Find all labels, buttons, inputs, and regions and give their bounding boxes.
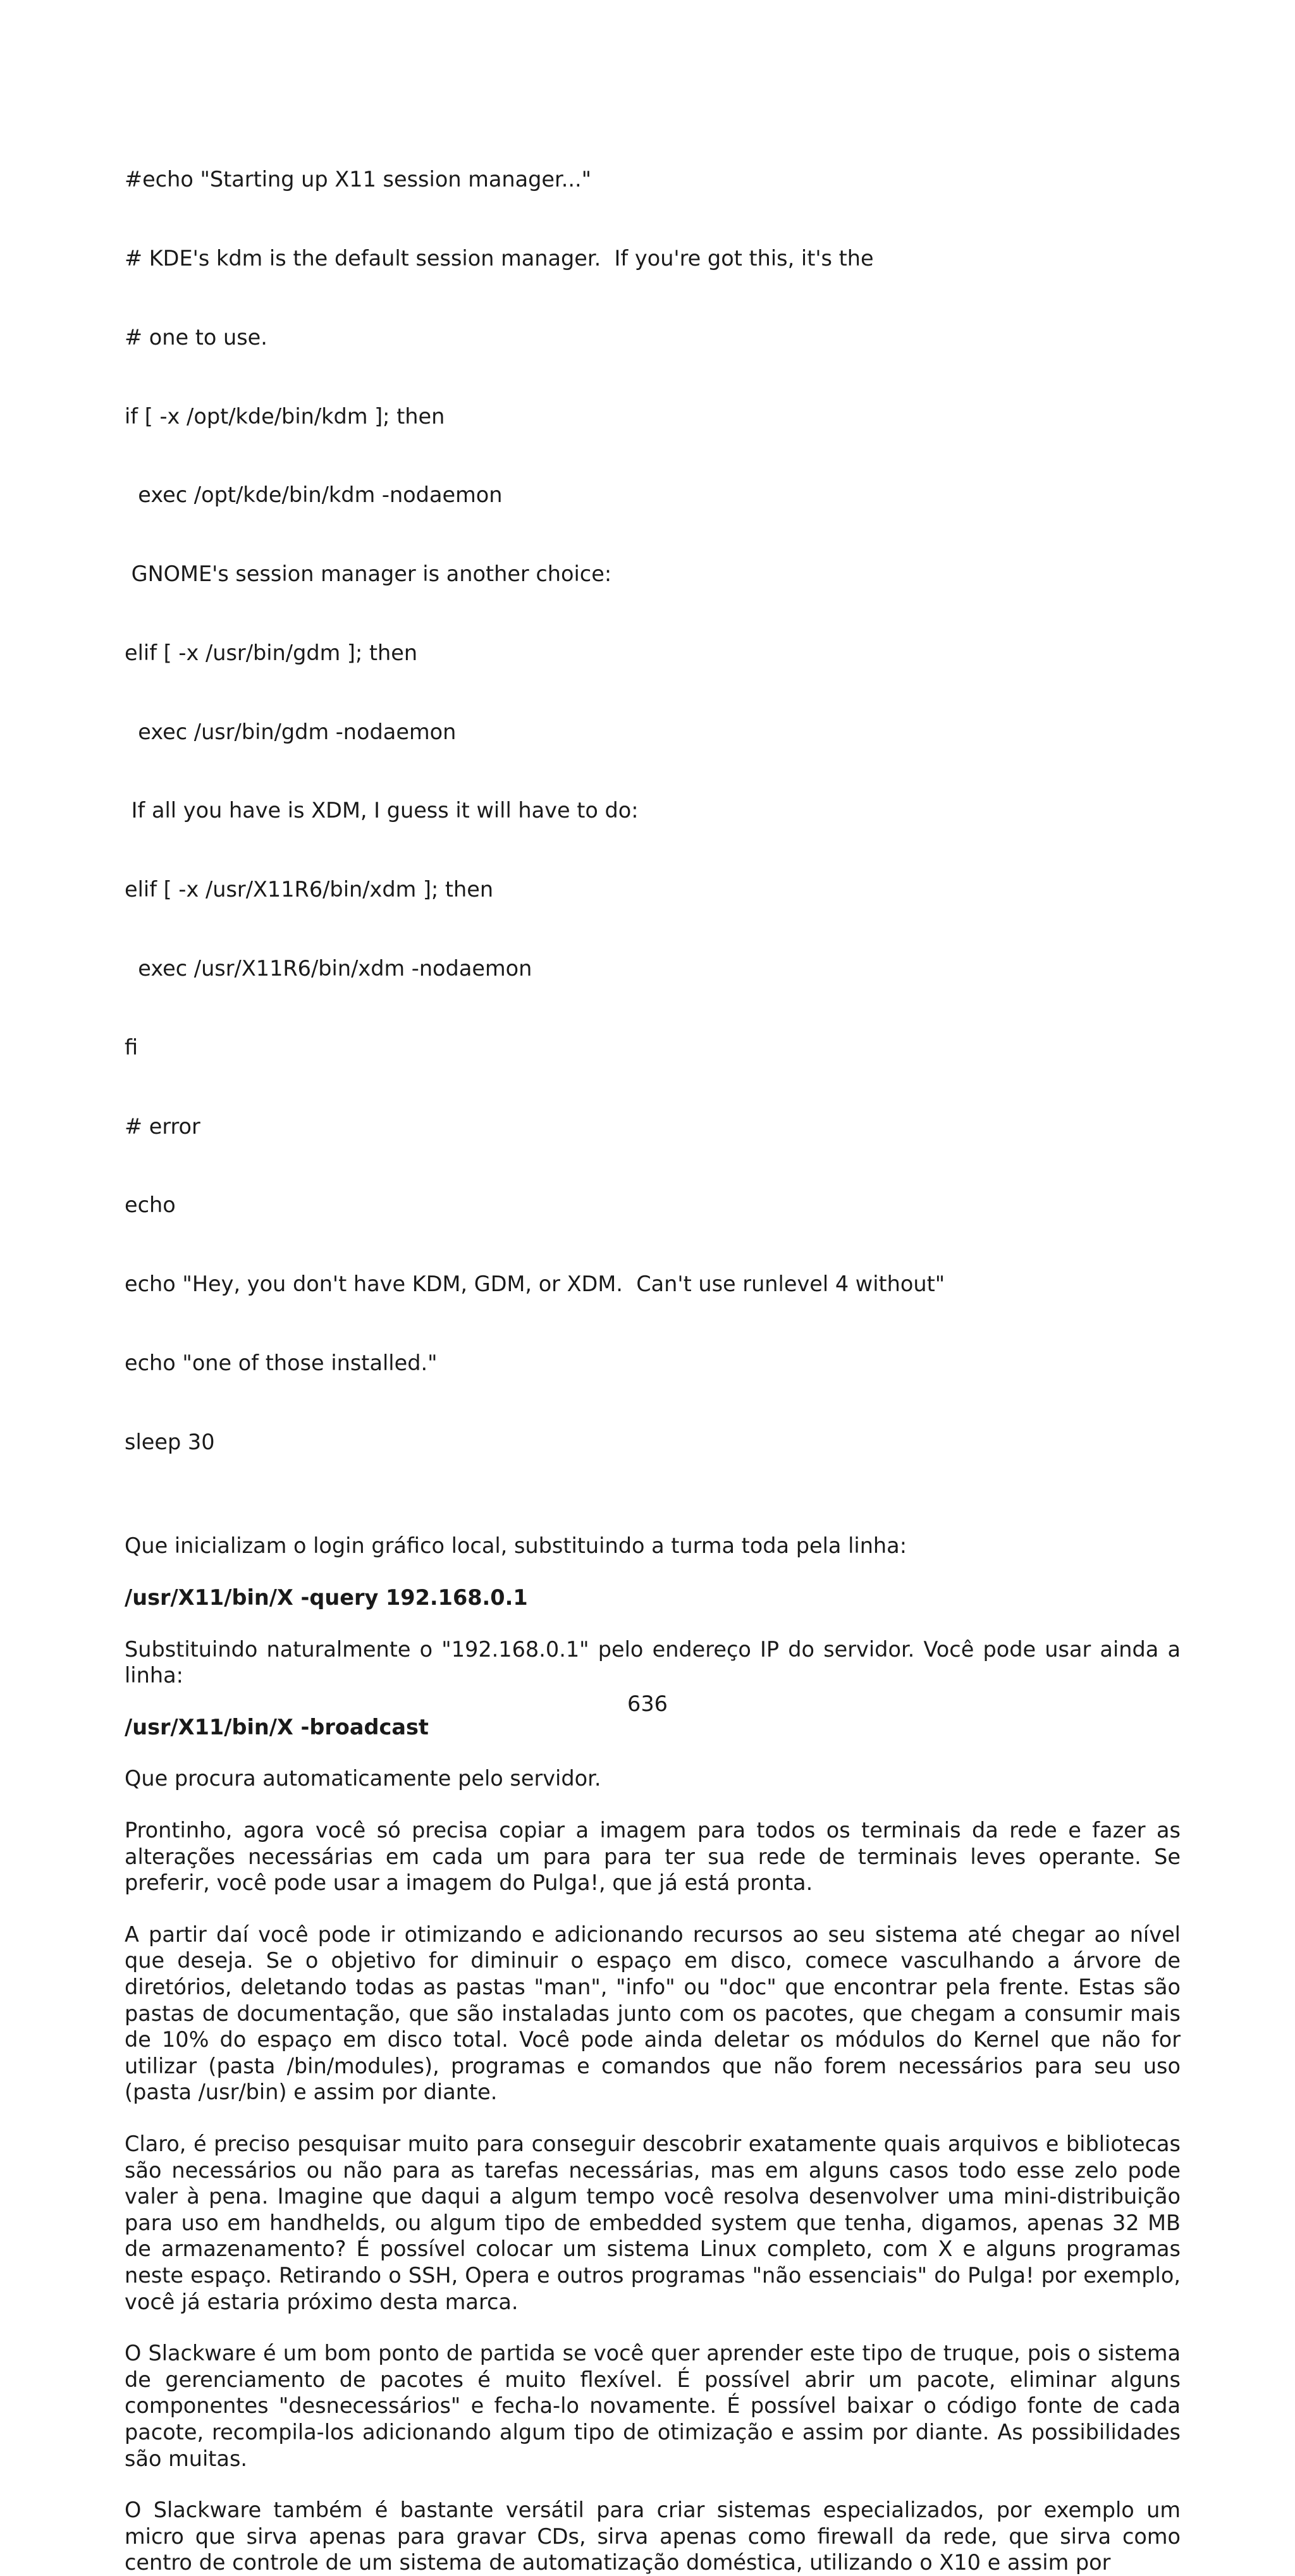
code-line: fi xyxy=(125,1034,138,1060)
code-line: exec /usr/X11R6/bin/xdm -nodaemon xyxy=(125,956,532,981)
spacer xyxy=(125,2472,1181,2497)
spacer xyxy=(125,1896,1181,1922)
code-line: GNOME's session manager is another choice: xyxy=(125,561,612,587)
code-line: elif [ -x /usr/X11R6/bin/xdm ]; then xyxy=(125,877,494,902)
code-line: echo "one of those installed." xyxy=(125,1350,438,1375)
code-line: elif [ -x /usr/bin/gdm ]; then xyxy=(125,640,418,665)
code-line: exec /usr/bin/gdm -nodaemon xyxy=(125,719,457,744)
paragraph-a-partir: A partir daí você pode ir otimizando e adicionando recursos ao seu sistema até chegar ao nível que deseja. Se o objetivo for diminuir o espaço em disco, comece vasculhando a árvore de diretórios, deletando todas as pastas "man", "info" ou "doc" que encontrar pela frente. Estas são pastas de documentação, que são instaladas junto com os pacotes, que chegam a consumir mais de 10% do espaço em disco total. Você pode ainda deletar os módulos do Kernel que não for utilizar (pasta /bin/modules), programas e comandos que não forem necessários para seu uso (pasta /usr/bin) e assim por diante. xyxy=(125,1922,1181,2105)
code-line: sleep 30 xyxy=(125,1429,215,1454)
code-line: if [ -x /opt/kde/bin/kdm ]; then xyxy=(125,403,445,429)
page-content xyxy=(125,114,1181,2576)
code-line: # KDE's kdm is the default session manager. If you're got this, it's the xyxy=(125,245,874,271)
paragraph-intro: Que inicializam o login gráfico local, substituindo a turma toda pela linha: xyxy=(125,1533,907,1559)
spacer xyxy=(125,1740,1181,1765)
paragraph-slackware-2: O Slackware também é bastante versátil para criar sistemas especializados, por exemplo um micro que sirva apenas para gravar CDs, sirva apenas como firewall da rede, que sirva como centro de controle de um sistema de automatização doméstica, utilizando o X10 e assim por xyxy=(125,2498,1181,2575)
paragraph-slackware-1: O Slackware é um bom ponto de partida se você quer aprender este tipo de truque, pois o sistema de gerenciamento de pacotes é muito flexível. É possível abrir um pacote, eliminar alguns componentes "desnecessários" e fecha-lo novamente. É possível baixar o código fonte de cada pacote, recompila-los adicionando algum tipo de otimização e assim por diante. As possibilidades são muitas. xyxy=(125,2341,1181,2471)
script-code-block xyxy=(125,114,1181,1507)
spacer xyxy=(125,1792,1181,1817)
spacer xyxy=(125,1611,1181,1636)
spacer xyxy=(125,1507,1181,1533)
page-number: 636 xyxy=(627,1691,668,1716)
command-query: /usr/X11/bin/X -query 192.168.0.1 xyxy=(125,1585,528,1610)
spacer xyxy=(125,1559,1181,1585)
code-line: # one to use. xyxy=(125,324,267,350)
paragraph-claro: Claro, é preciso pesquisar muito para conseguir descobrir exatamente quais arquivos e bibliotecas são necessários ou não para as tarefas necessárias, mas em alguns casos todo esse zelo pode valer à pena. Imagine que daqui a algum tempo você resolva desenvolver uma mini-distribuição para uso em handhelds, ou algum tipo de embedded system que tenha, digamos, apenas 32 MB de armazenamento? É possível colocar um sistema Linux completo, com X e alguns programas neste espaço. Retirando o SSH, Opera e outros programas "não essenciais" do Pulga! por exemplo, você já estaria próximo desta marca. xyxy=(125,2131,1181,2314)
spacer xyxy=(125,2106,1181,2131)
spacer xyxy=(125,2315,1181,2340)
code-line: # error xyxy=(125,1113,200,1139)
code-line: echo "Hey, you don't have KDM, GDM, or XDM. Can't use runlevel 4 without" xyxy=(125,1272,945,1297)
code-line: exec /opt/kde/bin/kdm -nodaemon xyxy=(125,482,503,508)
code-line: #echo "Starting up X11 session manager..." xyxy=(125,167,592,192)
code-line: If all you have is XDM, I guess it will have to do: xyxy=(125,798,639,823)
code-line: echo xyxy=(125,1193,176,1218)
paragraph-prontinho: Prontinho, agora você só precisa copiar a imagem para todos os terminais da rede e fazer as alterações necessárias em cada um para para ter sua rede de terminais leves operante. Se preferir, você pode usar a imagem do Pulga!, que já está pronta. xyxy=(125,1818,1181,1896)
command-broadcast: /usr/X11/bin/X -broadcast xyxy=(125,1714,429,1739)
paragraph-procura: Que procura automaticamente pelo servidor. xyxy=(125,1766,601,1791)
paragraph-substituindo: Substituindo naturalmente o "192.168.0.1" pelo endereço IP do servidor. Você pode usar ainda a linha: xyxy=(125,1636,1181,1688)
